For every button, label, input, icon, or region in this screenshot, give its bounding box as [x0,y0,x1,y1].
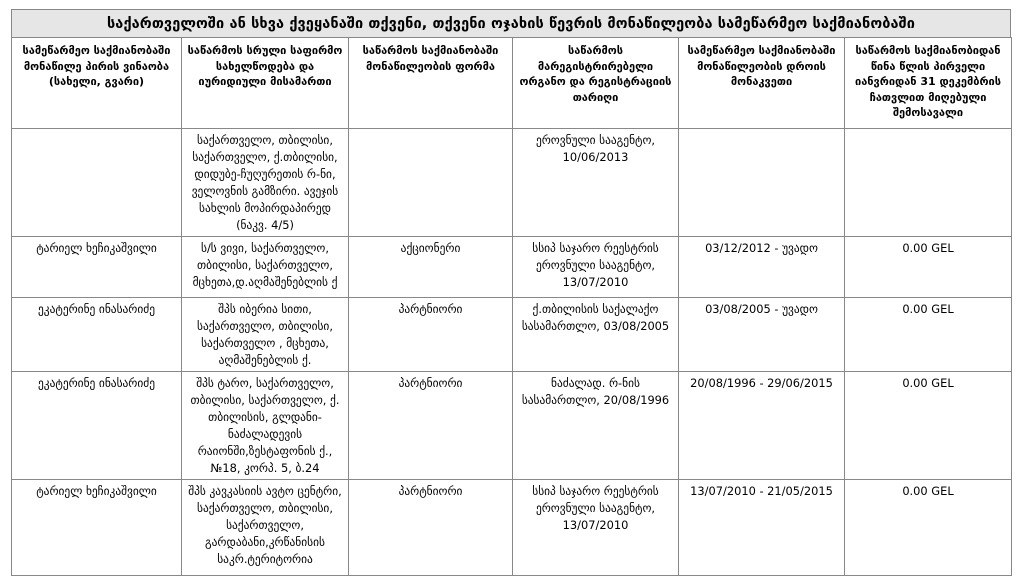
cell-income: 0.00 GEL [845,237,1012,298]
cell-period [679,129,845,237]
cell-company: შპს ტარო, საქართველო, თბილისი, საქართველო, ქ. თბილისის, გლდანი-ნაძალადევის რაიონში,ზესტაფონის ქ., №18, კორპ. 5, ბ.24 [182,372,349,480]
cell-period: 03/08/2005 - უვადო [679,298,845,372]
cell-period: 20/08/1996 - 29/06/2015 [679,372,845,480]
table-row [12,480,1012,576]
section-title: საქართველოში ან სხვა ქვეყანაში თქვენი, თქვენი ოჯახის წევრის მონაწილეობა სამეწარმეო საქმიანობაში [11,9,1011,38]
cell-person: ტარიელ ხეჩიკაშვილი [12,480,182,576]
table-row [12,298,1012,372]
cell-income: 0.00 GEL [845,480,1012,576]
header-income: საწარმოს საქმიანობიდან წინა წლის პირველი იანვრიდან 31 დეკემბრის ჩათვლით მიღებული შემოსავალი [845,38,1012,129]
cell-registrar: ეროვნული სააგენტო, 10/06/2013 [513,129,679,237]
cell-registrar: ქ.თბილისის საქალაქო სასამართლო, 03/08/2005 [513,298,679,372]
cell-period: 13/07/2010 - 21/05/2015 [679,480,845,576]
cell-person: ეკატერინე ინასარიძე [12,372,182,480]
cell-company: შპს იბერია სითი, საქართველო, თბილისი, საქართველო , მცხეთა, აღმაშენებლის ქ. [182,298,349,372]
cell-participation-form: პარტნიორი [349,372,513,480]
cell-person: ტარიელ ხეჩიკაშვილი [12,237,182,298]
cell-person [12,129,182,237]
cell-participation-form: პარტნიორი [349,480,513,576]
cell-income: 0.00 GEL [845,372,1012,480]
cell-income [845,129,1012,237]
header-period: სამეწარმეო საქმიანობაში მონაწილეობის დროის მონაკვეთი [679,38,845,129]
header-registrar: საწარმოს მარეგისტრირებელი ორგანო და რეგისტრაციის თარიღი [513,38,679,129]
cell-registrar: სსიპ საჯარო რეესტრის ეროვნული სააგენტო, 13/07/2010 [513,237,679,298]
cell-company: საქართველო, თბილისი, საქართველო, ქ.თბილისი, დიდუბე-ჩუღურეთის რ-ნი, ველოვნის გამზირი. ავეჯის სახლის მოპირდაპირედ (ნაკვ. 4/5) [182,129,349,237]
table-row [12,129,1012,237]
cell-company: ს/ს ვივი, საქართველო, თბილისი, საქართველო, მცხეთა,დ.აღმაშენებლის ქ [182,237,349,298]
header-row [12,38,1012,129]
header-company: საწარმოს სრული საფირმო სახელწოდება და იურიდიული მისამართი [182,38,349,129]
header-person: სამეწარმეო საქმიანობაში მონაწილე პირის ვინაობა (სახელი, გვარი) [12,38,182,129]
business-participation-table [11,37,1012,576]
table-row [12,372,1012,480]
table-row [12,237,1012,298]
cell-period: 03/12/2012 - უვადო [679,237,845,298]
cell-participation-form: პარტნიორი [349,298,513,372]
cell-registrar: ნაძალად. რ-ნის სასამართლო, 20/08/1996 [513,372,679,480]
cell-participation-form [349,129,513,237]
cell-registrar: სსიპ საჯარო რეესტრის ეროვნული სააგენტო, 13/07/2010 [513,480,679,576]
cell-company: შპს კავკასიის ავტო ცენტრი, საქართველო, თბილისი, საქართველო, გარდაბანი,კრწანისის საკრ.ტერიტორია [182,480,349,576]
cell-person: ეკატერინე ინასარიძე [12,298,182,372]
cell-participation-form: აქციონერი [349,237,513,298]
cell-income: 0.00 GEL [845,298,1012,372]
header-participation-form: საწარმოს საქმიანობაში მონაწილეობის ფორმა [349,38,513,129]
